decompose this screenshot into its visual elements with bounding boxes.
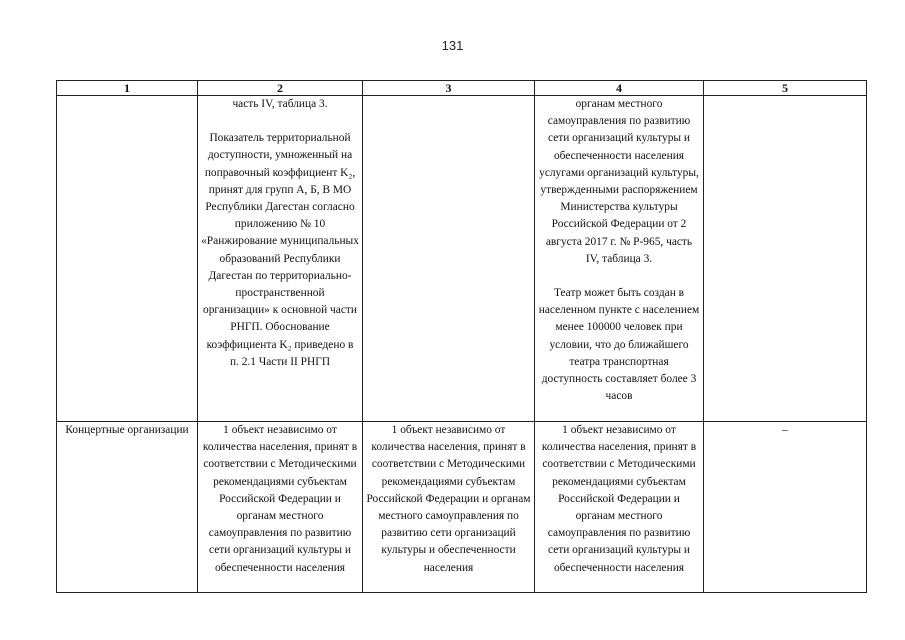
cell-row1-col3: [363, 96, 535, 422]
column-header-2: 2: [198, 81, 363, 96]
cell-paragraph: часть IV, таблица 3.: [232, 98, 328, 110]
cell-row2-col1: Концертные организации: [57, 422, 198, 593]
table-row: [57, 96, 867, 422]
cell-paragraph: Показатель территориальной доступности, умноженный на поправочный коэффициент K₂, принят для групп А, Б, В МО Республики Дагестан согласно приложению № 10 «Ранжирование муниципальных образований Республики Дагестан по территориально-пространственной организации» к основной части РНГП. Обоснование коэффициента K₂ приведено в п. 2.1 Части II РНГП: [201, 132, 359, 368]
column-header-3: 3: [363, 81, 535, 96]
paragraph-gap: [538, 268, 700, 285]
cell-paragraph: органам местного самоуправления по развитию сети организаций культуры и обеспеченности населения услугами организаций культуры, утвержденными распоряжением Министерства культуры Российской Федерации от 2 августа 2017 г. № Р-965, часть IV, таблица 3.: [539, 98, 699, 265]
cell-row2-col3: 1 объект независимо от количества населения, принят в соответствии с Методическими рекомендациями субъектам Российской Федерации и органам местного самоуправления по развитию сети организаций культуры и обеспеченности населения: [363, 422, 535, 593]
cell-row1-col1: [57, 96, 198, 422]
cell-paragraph: Театр может быть создан в населенном пункте с населением менее 100000 человек при условии, что до ближайшего театра транспортная доступность составляет более 3 часов: [538, 287, 700, 403]
cell-row2-col5: –: [704, 422, 867, 593]
cell-row1-col5: [704, 96, 867, 422]
column-header-1: 1: [57, 81, 198, 96]
page-number: 131: [441, 38, 464, 53]
column-header-5: 5: [704, 81, 867, 96]
column-header-4: 4: [535, 81, 704, 96]
paragraph-gap: [201, 113, 359, 130]
table-header-row: [57, 81, 867, 96]
norms-table: [56, 80, 867, 593]
table-row: [57, 422, 867, 593]
cell-row1-col2: [198, 96, 363, 422]
cell-row2-col4: 1 объект независимо от количества населения, принят в соответствии с Методическими рекомендациями субъектам Российской Федерации и органам местного самоуправления по развитию сети организаций культуры и обеспеченности населения: [535, 422, 704, 593]
cell-row1-col4: [535, 96, 704, 422]
cell-row2-col2: 1 объект независимо от количества населения, принят в соответствии с Методическими рекомендациями субъектам Российской Федерации и органам местного самоуправления по развитию сети организаций культуры и обеспеченности населения: [198, 422, 363, 593]
